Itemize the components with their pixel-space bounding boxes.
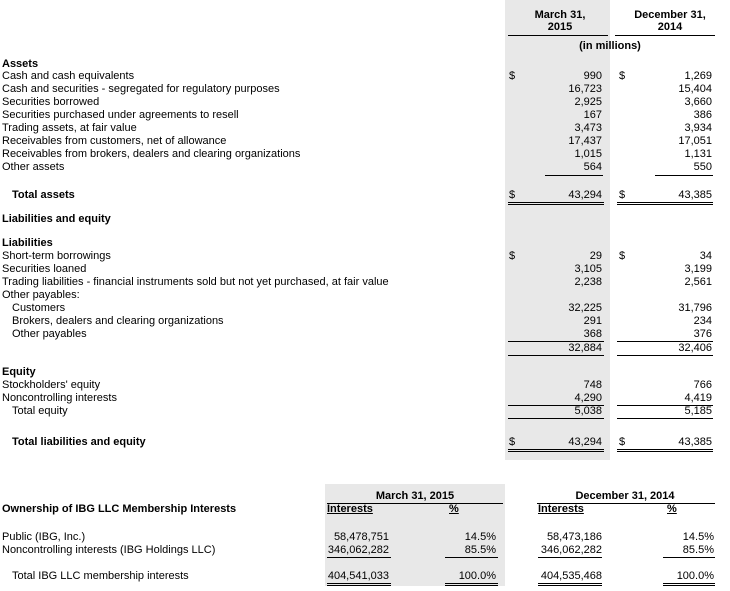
total-le-2015: 43,294 xyxy=(568,436,602,448)
liability-label: Trading liabilities - financial instruments sold but not yet purchased, at fair value xyxy=(2,276,389,288)
payable-value-2014: 234 xyxy=(693,315,712,327)
payable-value-2015: 368 xyxy=(583,328,602,340)
asset-value-2015: 990 xyxy=(583,70,602,82)
header-2015-line2: 2015 xyxy=(547,21,573,33)
equity-value-2014: 5,185 xyxy=(684,405,712,417)
assets-heading: Assets xyxy=(2,58,39,70)
equity-label: Total equity xyxy=(12,405,68,417)
asset-label: Securities borrowed xyxy=(2,96,100,108)
asset-value-2014: 15,404 xyxy=(678,83,712,95)
ownership-total-dbl-i2 xyxy=(538,583,602,586)
ownership-interests-2014: 346,062,282 xyxy=(540,544,602,556)
ownership-total-dbl-p2 xyxy=(663,583,715,586)
asset-value-2015: 3,473 xyxy=(574,122,602,134)
asset-label: Securities purchased under agreements to resell xyxy=(2,109,239,121)
total-assets-2014: 43,385 xyxy=(678,189,712,201)
ownership-title: Ownership of IBG LLC Membership Interests xyxy=(2,503,237,515)
header-2015-line1: March 31, xyxy=(534,9,586,21)
total-assets-label: Total assets xyxy=(12,189,75,201)
total-le-2014: 43,385 xyxy=(678,436,712,448)
interests-header-2014: Interests xyxy=(538,503,584,515)
payable-value-2014: 376 xyxy=(693,328,712,340)
liability-label: Short-term borrowings xyxy=(2,250,111,262)
dollar-sign: $ xyxy=(619,70,626,82)
ownership-interests-2014: 58,473,186 xyxy=(546,531,602,543)
total-le-dbl-underline-2014 xyxy=(617,449,713,452)
ownership-interests-2015: 346,062,282 xyxy=(327,544,389,556)
liability-value-2014: 3,199 xyxy=(684,263,712,275)
ownership-pct-2014: 85.5% xyxy=(682,544,714,556)
equity-value-2015: 748 xyxy=(583,379,602,391)
assets-underline-2014 xyxy=(655,175,713,176)
ownership-row-label: Public (IBG, Inc.) xyxy=(2,531,86,543)
dollar-sign: $ xyxy=(509,189,516,201)
other-payables-label: Other payables: xyxy=(2,289,80,301)
pct-header-2014: % xyxy=(667,503,677,515)
total-le-dbl-underline-2015 xyxy=(508,449,604,452)
ownership-period-2015: March 31, 2015 xyxy=(375,490,455,502)
payable-label: Customers xyxy=(12,302,66,314)
ownership-underline-p2 xyxy=(663,557,715,558)
equity-label: Stockholders' equity xyxy=(2,379,101,391)
subtotal-underline-2014 xyxy=(617,355,713,356)
liability-value-2015: 3,105 xyxy=(574,263,602,275)
units-label: (in millions) xyxy=(579,40,641,52)
ownership-pct-2015: 85.5% xyxy=(464,544,496,556)
ownership-pct-2015: 14.5% xyxy=(464,531,496,543)
payables-subtotal-2015: 32,884 xyxy=(568,342,602,354)
header-2014-line1: December 31, xyxy=(634,9,706,21)
liability-label: Securities loaned xyxy=(2,263,87,275)
ownership-total-dbl-i1 xyxy=(327,583,391,586)
asset-label: Trading assets, at fair value xyxy=(2,122,137,134)
payable-value-2015: 32,225 xyxy=(568,302,602,314)
asset-label: Cash and cash equivalents xyxy=(2,70,135,82)
ownership-total-p1: 100.0% xyxy=(458,570,496,582)
payables-subtotal-2014: 32,406 xyxy=(678,342,712,354)
asset-label: Receivables from customers, net of allowance xyxy=(2,135,227,147)
header-2014-line2: 2014 xyxy=(657,21,683,33)
asset-value-2014: 3,660 xyxy=(684,96,712,108)
total-assets-2015: 43,294 xyxy=(568,189,602,201)
total-equity-underline-2014 xyxy=(617,418,713,419)
ownership-period-2014: December 31, 2014 xyxy=(575,490,675,502)
asset-value-2015: 167 xyxy=(583,109,602,121)
header-underline-2015 xyxy=(508,35,608,36)
equity-heading: Equity xyxy=(2,366,36,378)
equity-label: Noncontrolling interests xyxy=(2,392,117,404)
dollar-sign: $ xyxy=(619,250,626,262)
ownership-total-i1: 404,541,033 xyxy=(327,570,389,582)
payable-value-2014: 31,796 xyxy=(678,302,712,314)
asset-value-2015: 564 xyxy=(583,161,602,173)
dollar-sign: $ xyxy=(509,250,516,262)
ownership-pct-2014: 14.5% xyxy=(682,531,714,543)
payable-label: Brokers, dealers and clearing organizations xyxy=(12,315,224,327)
ownership-total-p2: 100.0% xyxy=(676,570,714,582)
dollar-sign: $ xyxy=(509,436,516,448)
asset-value-2014: 550 xyxy=(693,161,712,173)
payable-label: Other payables xyxy=(12,328,87,340)
asset-value-2015: 17,437 xyxy=(568,135,602,147)
liability-value-2015: 29 xyxy=(589,250,602,262)
asset-label: Cash and securities - segregated for regulatory purposes xyxy=(2,83,280,95)
ownership-interests-2015: 58,478,751 xyxy=(333,531,389,543)
asset-value-2014: 386 xyxy=(693,109,712,121)
asset-value-2014: 1,269 xyxy=(684,70,712,82)
interests-header-2015: Interests xyxy=(327,503,373,515)
liability-value-2015: 2,238 xyxy=(574,276,602,288)
ownership-row-label: Noncontrolling interests (IBG Holdings LLC) xyxy=(2,544,216,556)
asset-value-2014: 3,934 xyxy=(684,122,712,134)
ownership-underline-i1 xyxy=(327,557,391,558)
dollar-sign: $ xyxy=(509,70,516,82)
asset-value-2014: 1,131 xyxy=(684,148,712,160)
asset-label: Receivables from brokers, dealers and clearing organizations xyxy=(2,148,301,160)
ownership-total-label: Total IBG LLC membership interests xyxy=(12,570,189,582)
ownership-underline-i2 xyxy=(538,557,602,558)
asset-value-2015: 2,925 xyxy=(574,96,602,108)
total-assets-dbl-underline-2015 xyxy=(508,202,604,205)
liab-equity-heading: Liabilities and equity xyxy=(2,213,111,225)
ownership-total-dbl-p1 xyxy=(445,583,498,586)
liability-value-2014: 2,561 xyxy=(684,276,712,288)
equity-value-2014: 4,419 xyxy=(684,392,712,404)
ownership-underline-p1 xyxy=(445,557,498,558)
subtotal-underline-2015 xyxy=(508,355,604,356)
asset-label: Other assets xyxy=(2,161,65,173)
dollar-sign: $ xyxy=(619,189,626,201)
equity-value-2014: 766 xyxy=(693,379,712,391)
asset-value-2015: 1,015 xyxy=(574,148,602,160)
equity-value-2015: 5,038 xyxy=(574,405,602,417)
pct-header-2015: % xyxy=(449,503,459,515)
equity-value-2015: 4,290 xyxy=(574,392,602,404)
asset-value-2015: 16,723 xyxy=(568,83,602,95)
asset-value-2014: 17,051 xyxy=(678,135,712,147)
payable-value-2015: 291 xyxy=(583,315,602,327)
total-assets-dbl-underline-2014 xyxy=(617,202,713,205)
header-underline-2014 xyxy=(615,35,715,36)
liability-value-2014: 34 xyxy=(699,250,712,262)
ownership-total-i2: 404,535,468 xyxy=(540,570,602,582)
total-le-label: Total liabilities and equity xyxy=(12,436,146,448)
dollar-sign: $ xyxy=(619,436,626,448)
liabilities-heading: Liabilities xyxy=(2,237,53,249)
assets-underline-2015 xyxy=(545,175,603,176)
total-equity-underline-2015 xyxy=(508,418,604,419)
